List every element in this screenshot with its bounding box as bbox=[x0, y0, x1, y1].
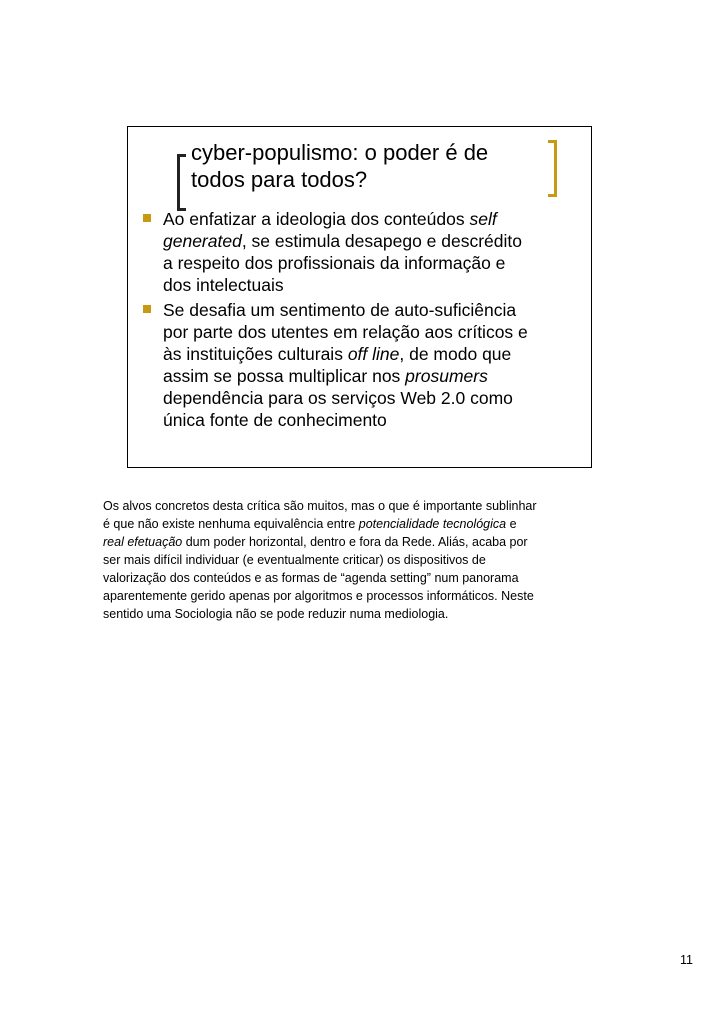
text-run: por parte dos utentes em relação aos críticos e bbox=[163, 322, 528, 342]
text-run: dos intelectuais bbox=[163, 275, 284, 295]
text-line bbox=[103, 587, 623, 605]
text-run: Os alvos concretos desta crítica são muitos, mas o que é importante sublinhar bbox=[103, 499, 537, 513]
text-line bbox=[163, 274, 593, 296]
text-run: sentido uma Sociologia não se pode reduzir numa mediologia. bbox=[103, 607, 449, 621]
italic-text: self bbox=[469, 209, 497, 229]
slide-frame bbox=[127, 126, 592, 468]
square-bullet-icon bbox=[143, 305, 151, 313]
slide-title-line-2: todos para todos? bbox=[191, 167, 368, 192]
text-run: e bbox=[506, 517, 517, 531]
text-run: Se desafia um sentimento de auto-suficiência bbox=[163, 300, 517, 320]
text-line bbox=[103, 569, 623, 587]
text-line bbox=[163, 299, 593, 321]
text-line bbox=[163, 365, 593, 387]
text-run: , se estimula desapego e descrédito bbox=[241, 231, 522, 251]
title-bracket-left bbox=[177, 154, 186, 211]
bullet-list bbox=[128, 208, 593, 434]
text-line bbox=[103, 515, 623, 533]
body-paragraph bbox=[103, 497, 623, 623]
text-line bbox=[163, 387, 593, 409]
page-number: 11 bbox=[680, 953, 693, 967]
text-line bbox=[103, 605, 623, 623]
text-line bbox=[163, 321, 593, 343]
italic-text: generated bbox=[163, 231, 242, 251]
text-run: valorização dos conteúdos e as formas de “agenda setting” num panorama bbox=[103, 571, 519, 585]
text-line bbox=[163, 230, 593, 252]
bullet-item bbox=[128, 208, 593, 296]
text-run: assim se possa multiplicar nos bbox=[163, 366, 406, 386]
italic-text: potencialidade tecnológica bbox=[358, 517, 507, 531]
bullet-item bbox=[128, 299, 593, 431]
text-run: dum poder horizontal, dentro e fora da Rede. Aliás, acaba por bbox=[182, 535, 528, 549]
text-run: única fonte de conhecimento bbox=[163, 410, 387, 430]
text-line bbox=[163, 409, 593, 431]
slide-title bbox=[191, 139, 551, 193]
text-run: às instituições culturais bbox=[163, 344, 348, 364]
text-line bbox=[103, 497, 623, 515]
text-run: é que não existe nenhuma equivalência entre bbox=[103, 517, 359, 531]
text-line bbox=[163, 208, 593, 230]
italic-text: real efetuação bbox=[103, 535, 183, 549]
italic-text: off line bbox=[347, 344, 400, 364]
text-run: a respeito dos profissionais da informação e bbox=[163, 253, 506, 273]
text-run: , de modo que bbox=[399, 344, 512, 364]
text-line bbox=[103, 533, 623, 551]
text-run: ser mais difícil individuar (e eventualmente criticar) os dispositivos de bbox=[103, 553, 486, 567]
text-run: dependência para os serviços Web 2.0 como bbox=[163, 388, 513, 408]
text-run: Ao enfatizar a ideologia dos conteúdos bbox=[163, 209, 470, 229]
slide-title-line-1: cyber-populismo: o poder é de bbox=[191, 140, 489, 165]
text-line bbox=[103, 551, 623, 569]
bullet-text bbox=[163, 208, 593, 296]
italic-text: prosumers bbox=[405, 366, 488, 386]
bullet-text bbox=[163, 299, 593, 431]
text-run: aparentemente gerido apenas por algoritmos e processos informáticos. Neste bbox=[103, 589, 534, 603]
square-bullet-icon bbox=[143, 214, 151, 222]
text-line bbox=[163, 343, 593, 365]
text-line bbox=[163, 252, 593, 274]
